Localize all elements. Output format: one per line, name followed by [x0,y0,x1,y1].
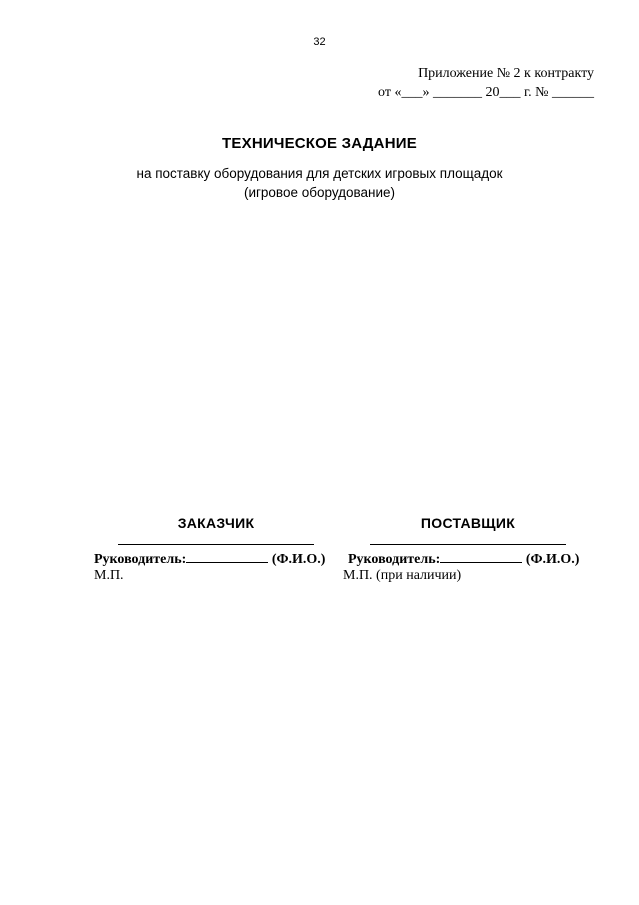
supplier-signer-blank [440,550,522,563]
supplier-fio: (Ф.И.О.) [525,552,580,567]
customer-signature-line [118,544,314,545]
contract-date-line: от «___» _______ 20___ г. № ______ [378,85,594,100]
customer-heading: ЗАКАЗЧИК [177,515,255,531]
supplier-signer [348,550,579,568]
customer-stamp-note: М.П. [94,568,124,583]
page-number: 32 [313,36,326,48]
customer-signer [94,550,325,568]
supplier-signer-label: Руководитель: [348,552,441,567]
customer-fio: (Ф.И.О.) [271,552,326,567]
supplier-signature-line [370,544,566,545]
customer-signer-label: Руководитель: [94,552,187,567]
customer-signer-blank [186,550,268,563]
document-subtitle: на поставку оборудования для детских игровых площадок [136,166,503,181]
supplier-stamp-note: М.П. (при наличии) [343,568,462,583]
supplier-heading: ПОСТАВЩИК [420,515,516,531]
appendix-reference: Приложение № 2 к контракту [418,66,594,81]
document-title: ТЕХНИЧЕСКОЕ ЗАДАНИЕ [222,135,417,152]
document-subtitle-note: (игровое оборудование) [243,185,396,200]
